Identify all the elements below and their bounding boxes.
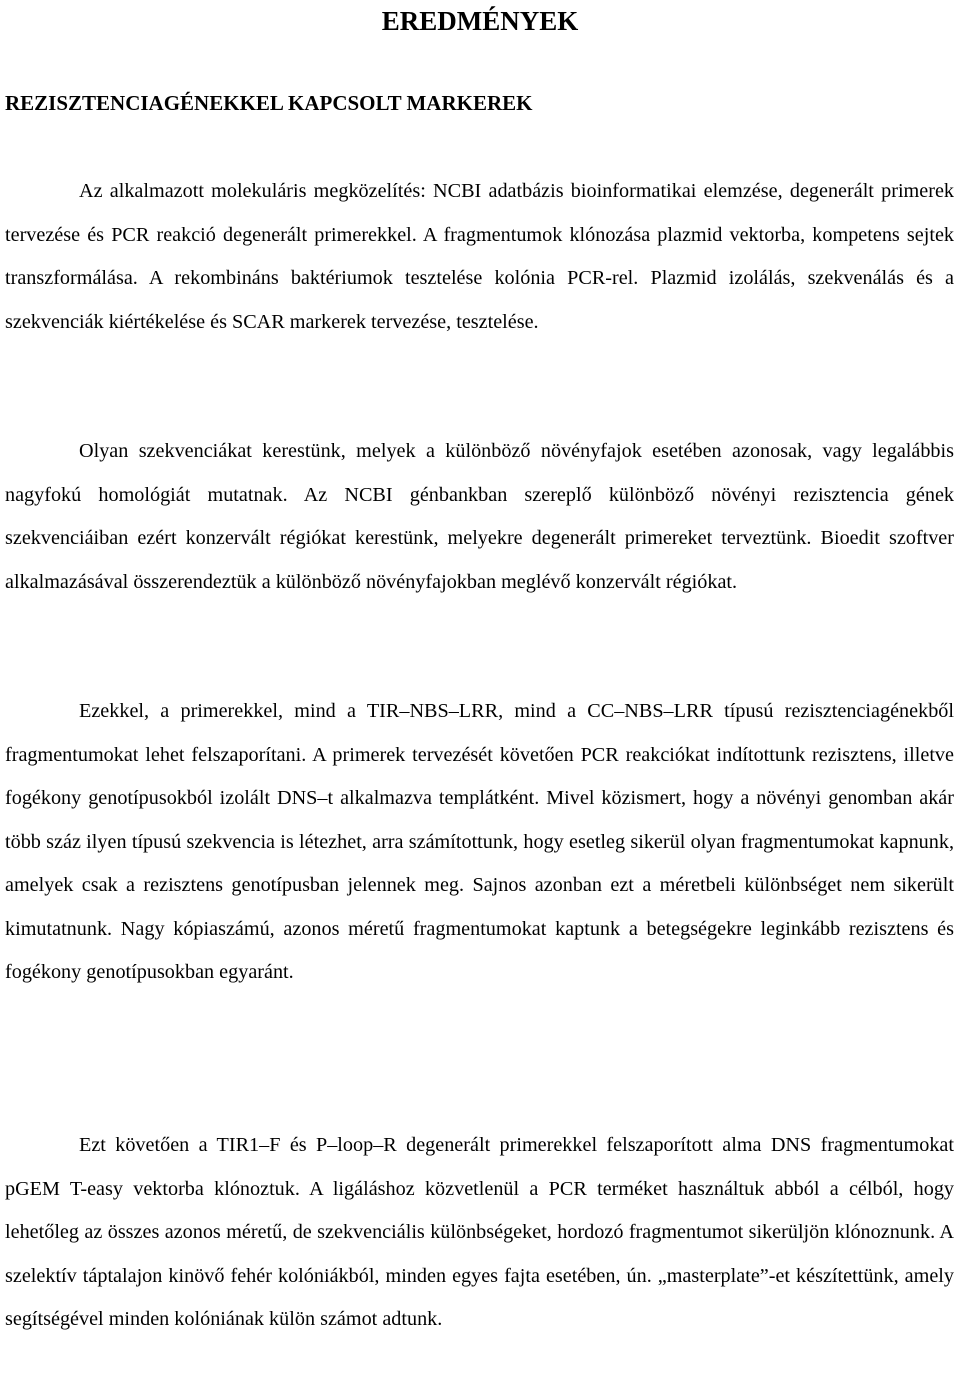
section-heading: REZISZTENCIAGÉNEKKEL KAPCSOLT MARKEREK <box>5 91 533 115</box>
paragraph-sequences: Olyan szekvenciákat kerestünk, melyek a különböző növényfajok esetében azonosak, vagy legalábbis nagyfokú homológiát mutatnak. Az NCBI génbankban szereplő különböző növényi rezisztencia gének szekvenciáiban ezért konzervált régiókat kerestünk, melyekre degenerált primereket terveztünk. Bioedit szoftver alkalmazásával összerendeztük a különböző növényfajokban meglévő konzervált régiókat. <box>5 440 954 593</box>
page-title: EREDMÉNYEK <box>381 6 579 36</box>
paragraph-cloning: Ezt követően a TIR1–F és P–loop–R degenerált primerekkel felszaporított alma DNS fragmentumokat pGEM T-easy vektorba klónoztuk. A ligáláshoz közvetlenül a PCR terméket használtuk abból a célból, hogy lehetőleg az összes azonos méretű, de szekvenciális különbségeket, hordozó fragmentumot sikerüljön klónoznunk. A szelektív táptalajon kinövő fehér kolóniákból, minden egyes fajta esetében, ún. „masterplate”-et készítettünk, amely segítségével minden kolóniának külön számot adtunk. <box>5 1134 954 1330</box>
paragraph-methods: Az alkalmazott molekuláris megközelítés: NCBI adatbázis bioinformatikai elemzése, degenerált primerek tervezése és PCR reakció degenerált primerekkel. A fragmentumok klónozása plazmid vektorba, kompetens sejtek transzformálása. A rekombináns baktériumok tesztelése kolónia PCR-rel. Plazmid izolálás, szekvenálás és a szekvenciák kiértékelése és SCAR markerek tervezése, tesztelése. <box>5 180 954 333</box>
paragraph-primers: Ezekkel, a primerekkel, mind a TIR–NBS–LRR, mind a CC–NBS–LRR típusú rezisztenciagénekből fragmentumokat lehet felszaporítani. A primerek tervezését követően PCR reakciókat indítottunk rezisztens, illetve fogékony genotípusokból izolált DNS–t alkalmazva templátként. Mivel közismert, hogy a növényi genomban akár több száz ilyen típusú szekvencia is létezhet, arra számítottunk, hogy esetleg sikerül olyan fragmentumokat kapnunk, amelyek csak a rezisztens genotípusban jelennek meg. Sajnos azonban ezt a méretbeli különbséget nem sikerült kimutatnunk. Nagy kópiaszámú, azonos méretű fragmentumokat kaptunk a betegségekre leginkább rezisztens és fogékony genotípusokban egyaránt. <box>5 700 954 983</box>
